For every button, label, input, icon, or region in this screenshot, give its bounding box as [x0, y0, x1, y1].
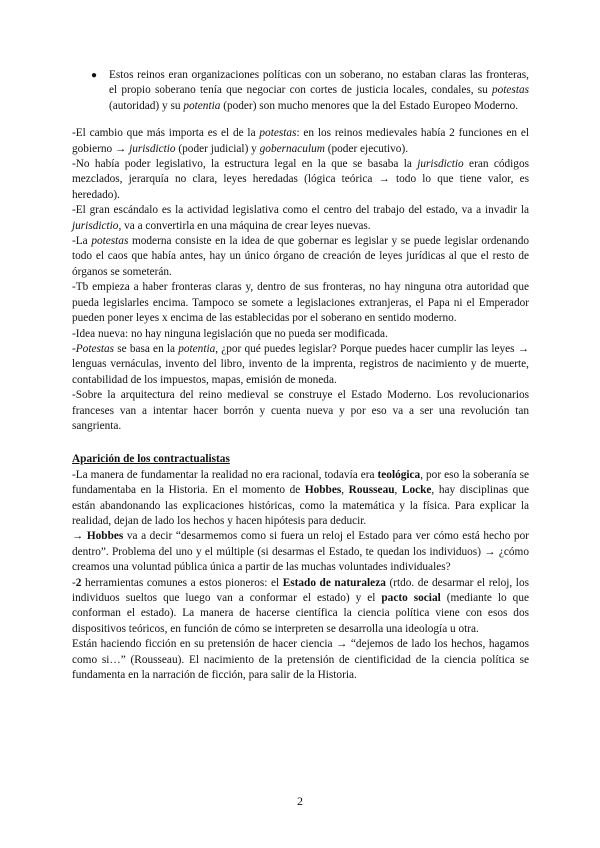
paragraph-ficcion: Están haciendo ficción en su pretensión de hacer ciencia → “dejemos de lado los hechos, hagamos como si…” (Rousseau). El nacimiento de la pretensión de cientificidad de la ciencia política se fundamenta en la narración de ficción, para salir de la Historia. [72, 638, 529, 682]
bullet-item-reinos: ● Estos reinos eran organizaciones políticas con un soberano, no estaban claras las fronteras, el propio soberano tenía que negociar con cortes de justicia locales, condales, su potestas (autoridad) y su potentia (poder) son mucho menores que la del Estado Europeo Moderno. [91, 69, 529, 112]
bullet-dot-icon: ● [91, 70, 98, 81]
paragraph-potestas-moderna: -La potestas moderna consiste en la idea de que gobernar es legislar y se puede legislar ordenando todo el caos que había antes, hay un único órgano de creación de leyes jurídicas al que el resto de órganos se someterán. [72, 235, 529, 278]
paragraph-fundamentar-realidad: -La manera de fundamentar la realidad no era racional, todavía era teológica, por eso la soberanía se fundamentaba en la Historia. En el momento de Hobbes, Rousseau, Locke, hay disciplinas que están abandonando las explicaciones históricas, como la matemática y la física. Para explicar la realidad, dejan de lado los hechos y hacen hipótesis para deducir. [72, 468, 529, 527]
section-heading: Aparición de los contractualistas [72, 453, 230, 466]
paragraph-herramientas: -2 herramientas comunes a estos pioneros: el Estado de naturaleza (rtdo. de desarmar el reloj, los individuos sueltos que luego van a conformar el estado) y el pacto social (mediante lo que conforman el estado). La manera de hacerse científica la ciencia política viene con esos dos dispositivos teóricos, en función de cómo se interpreten se desarrolla una ideología u otra. [72, 576, 529, 635]
bullet-list [72, 68, 529, 114]
paragraph-idea-nueva: -Idea nueva: no hay ninguna legislación que no pueda ser modificada. [72, 327, 388, 340]
page-content [72, 68, 529, 683]
paragraph-gran-escandalo: -El gran escándalo es la actividad legislativa como el centro del trabajo del estado, va a invadir la jurisdictio, va a convertirla en una máquina de crear leyes nuevas. [72, 204, 529, 232]
page-number: 2 [297, 794, 303, 808]
paragraph-estado-moderno: -Sobre la arquitectura del reino medieval se construye el Estado Moderno. Los revolucionarios franceses van a intentar hacer borrón y cuenta nueva y por eso va a ser una revolución tan sangrienta. [72, 389, 529, 432]
paragraph-hobbes: → Hobbes va a decir “desarmemos como si fuera un reloj el Estado para ver cómo está hecho por dentro”. Problema del uno y el múltiple (si desarmas el Estado, te quedan los individuos) → ¿cómo creamos una voluntad pública única a partir de las muchas voluntades individuales? [72, 530, 529, 574]
paragraph-potentia: -Potestas se basa en la potentia, ¿por qué puedes legislar? Porque puedes hacer cumplir las leyes → lenguas vernáculas, invento del libro, invento de la imprenta, registros de nacimiento y de muerte, contabilidad de los impuestos, mapas, emisión de moneda. [72, 342, 529, 386]
paragraph-cambio-potestas: -El cambio que más importa es el de la potestas: en los reinos medievales había 2 funciones en el gobierno → jurisdictio (poder judicial) y gobernaculum (poder ejecutivo). [72, 127, 530, 155]
paragraph-poder-legislativo: -No había poder legislativo, la estructura legal en la que se basaba la jurisdictio eran códigos mezclados, jerarquía no clara, leyes heredadas (lógica teórica → todo lo que tiene valor, es heredado). [72, 158, 529, 201]
paragraph-fronteras: -Tb empieza a haber fronteras claras y, dentro de sus fronteras, no hay ninguna otra autoridad que pueda legislarles encima. Tampoco se somete a legislaciones extranjeras, el Papa ni el Emperador pueden poner leyes x encima de las establecidas por el soberano en sentido moderno. [72, 281, 529, 325]
